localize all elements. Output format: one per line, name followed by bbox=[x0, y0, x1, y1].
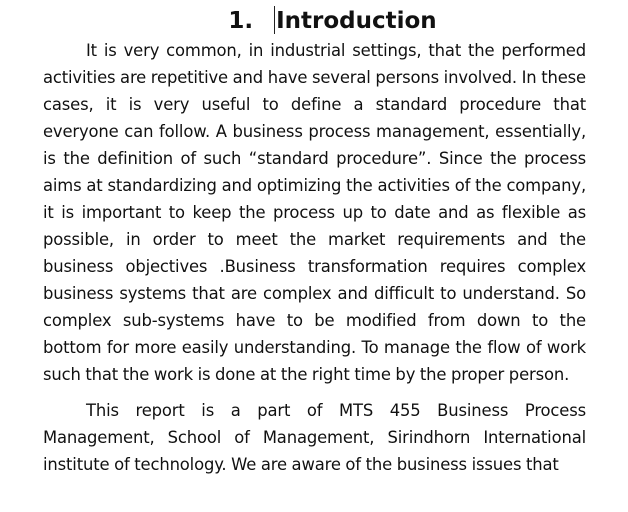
section-title: Introduction bbox=[276, 8, 437, 34]
text-cursor bbox=[274, 6, 275, 34]
section-number: 1. bbox=[228, 8, 254, 34]
section-heading bbox=[61, 5, 604, 37]
body-paragraph-2: This report is a part of MTS 455 Business Process Management, School of Management, Sirindhorn International institute of technology. We are aware of the business issues that bbox=[43, 401, 586, 474]
body-paragraph-1: It is very common, in industrial settings, that the performed activities are repetitive and have several persons involved. In these cases, it is very useful to define a standard procedure that everyone can follow. A business process management, essentially, is the definition of such “standard procedure”. Since the process aims at standardizing and optimizing the activities of the company, it is important to keep the process up to date and as flexible as possible, in order to meet the market requirements and the business objectives .Business transformation requires complex business systems that are complex and difficult to understand. So complex sub-systems have to be modified from down to the bottom for more easily understanding. To manage the flow of work such that the work is done at the right time by the proper person. bbox=[43, 41, 586, 384]
document-page bbox=[43, 0, 586, 512]
